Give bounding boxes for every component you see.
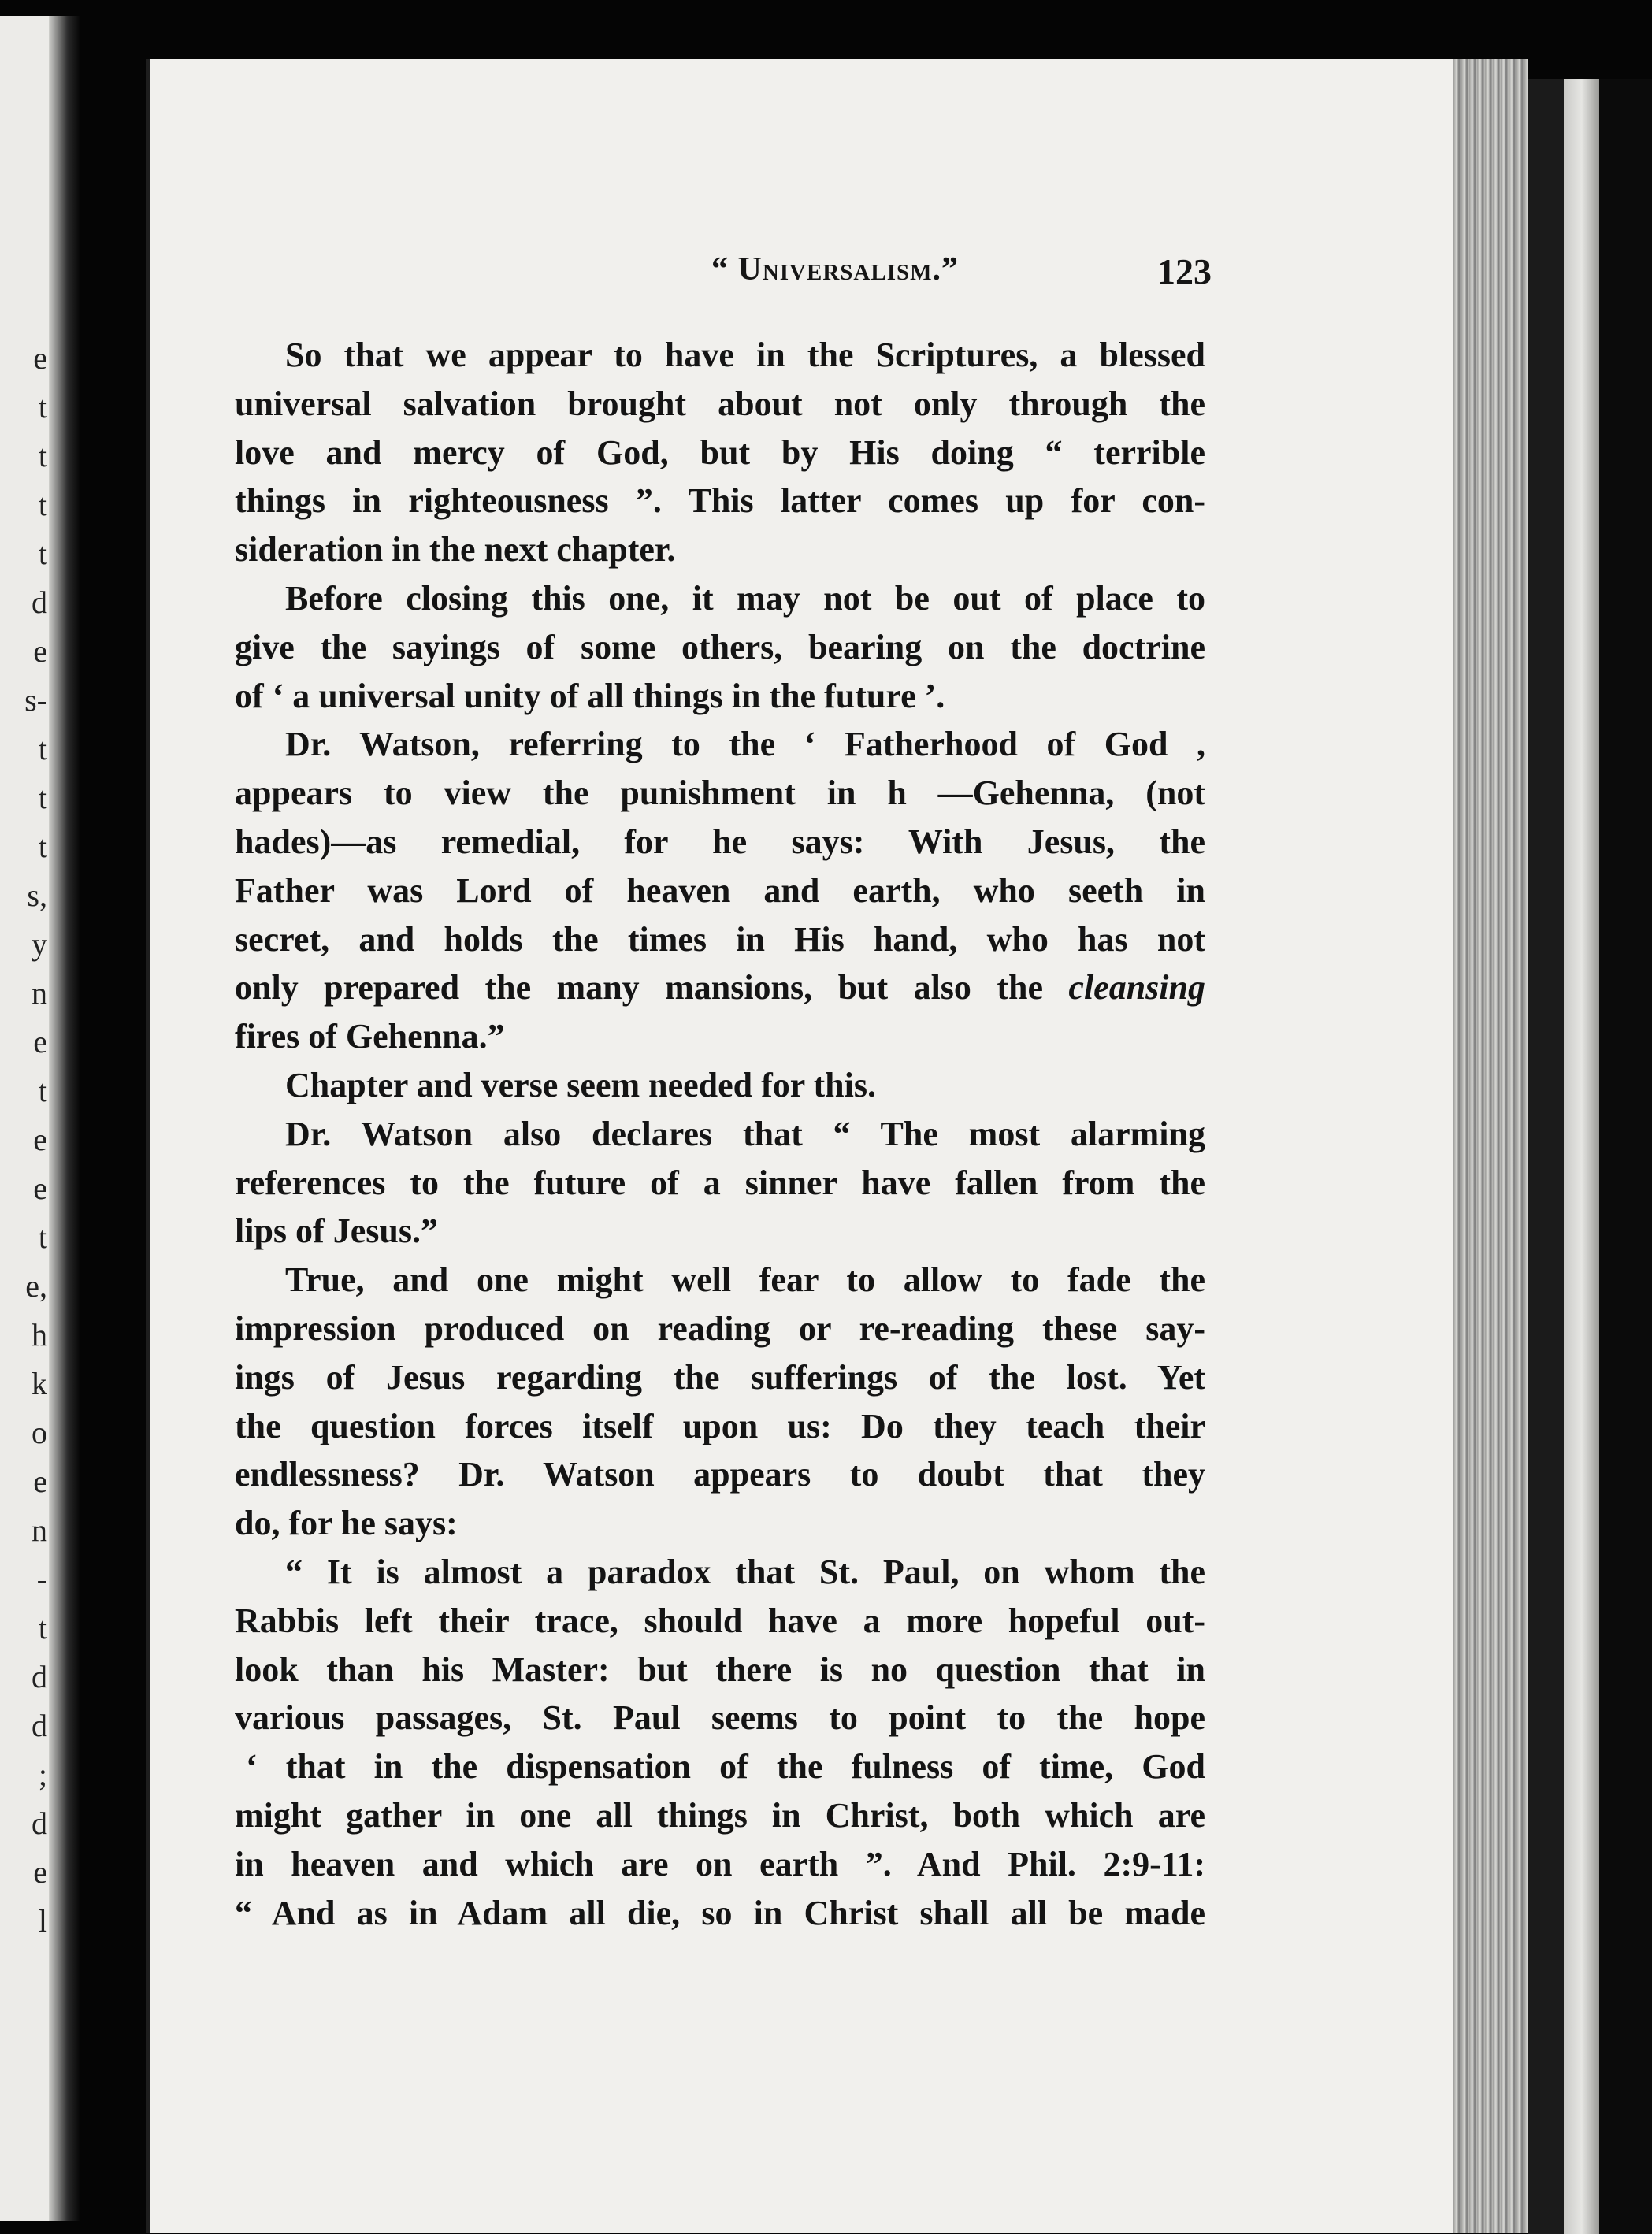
- page-number: 123: [1157, 251, 1212, 291]
- text-line: Chapter and verse seem needed for this.: [285, 1065, 876, 1104]
- left-page-fragment: t: [38, 780, 47, 815]
- text-line: of ‘ a universal unity of all things in the future ’.: [235, 676, 945, 715]
- left-page-fragment: t: [38, 438, 47, 473]
- left-page-fragment: ;: [38, 1757, 47, 1792]
- text-line: hades)—as remedial, for he says: With Jesus, the: [235, 822, 1205, 861]
- text-line: “ And as in Adam all die, so in Christ shall all be made: [235, 1893, 1205, 1932]
- left-page-fragment: d: [32, 584, 47, 620]
- text-line: universal salvation brought about not only through the: [235, 384, 1205, 423]
- left-page-fragment: e: [33, 1171, 47, 1206]
- left-gutter-shadow: [49, 16, 80, 2221]
- left-page-fragment: y: [32, 926, 47, 962]
- text-line: love and mercy of God, but by His doing “ terrible: [235, 432, 1205, 472]
- running-head: “ Universalism.”: [711, 251, 959, 288]
- left-page-fragment: e: [33, 1122, 47, 1157]
- left-page-fragment: d: [32, 1659, 47, 1694]
- text-line: Before closing this one, it may not be out of place to: [285, 578, 1205, 618]
- scan-border: [1599, 79, 1652, 2234]
- left-page-fragment: e: [33, 1024, 47, 1059]
- left-page-fragment: d: [32, 1805, 47, 1841]
- text-line: might gather in one all things in Christ, both which are: [235, 1795, 1205, 1835]
- text-line: give the sayings of some others, bearing on the doctrine: [235, 627, 1205, 666]
- left-page-fragment: e: [33, 633, 47, 669]
- left-page-fragment: n: [32, 1512, 47, 1548]
- left-page-fragment: s-: [24, 682, 47, 718]
- left-page-fragment: t: [38, 487, 47, 522]
- left-page-fragment: k: [32, 1366, 47, 1401]
- text-line: True, and one might well fear to allow to fade the: [285, 1260, 1205, 1300]
- text-line: Rabbis left their trace, should have a more hopeful out-: [235, 1601, 1205, 1640]
- text-line: “ It is almost a paradox that St. Paul, on whom the: [285, 1552, 1205, 1591]
- text-line: lips of Jesus.”: [235, 1212, 438, 1251]
- left-page-fragment: e: [33, 1464, 47, 1499]
- left-page-fragment: t: [38, 1219, 47, 1255]
- text-line: references to the future of a sinner have fallen from the: [235, 1163, 1205, 1202]
- left-page-fragment: t: [38, 1073, 47, 1108]
- text-line: in heaven and which are on earth ”. And Phil. 2:9-11:: [235, 1844, 1205, 1883]
- text-line: ‘ that in the dispensation of the fulness of time, God: [246, 1747, 1205, 1787]
- page-stack-edge: [1453, 59, 1528, 2233]
- text-line: the question forces itself upon us: Do they teach their: [235, 1406, 1205, 1445]
- binding-edge: [1564, 79, 1599, 2234]
- left-page-fragment: t: [38, 829, 47, 864]
- left-page-fragment: d: [32, 1708, 47, 1743]
- left-page-fragment: s,: [27, 878, 47, 913]
- left-page-fragment: l: [38, 1903, 47, 1939]
- text-line: endlessness? Dr. Watson appears to doubt that they: [235, 1455, 1205, 1494]
- left-page-fragment: e: [33, 340, 47, 376]
- text-line: various passages, St. Paul seems to point to the hope: [235, 1698, 1205, 1738]
- left-page-fragment: e: [33, 1854, 47, 1890]
- left-page-fragment: o: [32, 1415, 47, 1450]
- binding-shadow: [1528, 79, 1564, 2234]
- left-page-fragment: h: [32, 1317, 47, 1353]
- left-page-fragment: e,: [25, 1268, 47, 1304]
- text-line: secret, and holds the times in His hand, who has not: [235, 919, 1205, 959]
- text-line: fires of Gehenna.”: [235, 1017, 505, 1056]
- left-page-fragment: -: [36, 1561, 47, 1597]
- italic-word: cleansing: [1068, 968, 1205, 1008]
- text-line: impression produced on reading or re-reading these say-: [235, 1308, 1205, 1348]
- text-line: Dr. Watson, referring to the ‘ Fatherhood of God ,: [285, 725, 1205, 764]
- left-page-fragment: t: [38, 1610, 47, 1646]
- text-line: Dr. Watson also declares that “ The most alarming: [285, 1114, 1205, 1153]
- text-line: So that we appear to have in the Scriptures, a blessed: [285, 336, 1205, 374]
- text-line: do, for he says:: [235, 1504, 458, 1543]
- left-page-fragment: t: [38, 536, 47, 571]
- text-line: look than his Master: but there is no question that in: [235, 1650, 1205, 1689]
- left-page-fragment: n: [32, 975, 47, 1011]
- text-line: ings of Jesus regarding the sufferings of the lost. Yet: [235, 1357, 1205, 1397]
- text-line: sideration in the next chapter.: [235, 530, 676, 570]
- text-line: things in righteousness ”. This latter comes up for con-: [235, 481, 1205, 521]
- body-text: [235, 331, 1205, 1937]
- left-page-fragment: t: [38, 731, 47, 766]
- text-line: Father was Lord of heaven and earth, who seeth in: [235, 870, 1205, 910]
- text-line: appears to view the punishment in h —Gehenna, (not: [235, 774, 1205, 813]
- text-line: only prepared the many mansions, but also the cleansing: [235, 968, 1205, 1008]
- left-page-fragment: t: [38, 389, 47, 425]
